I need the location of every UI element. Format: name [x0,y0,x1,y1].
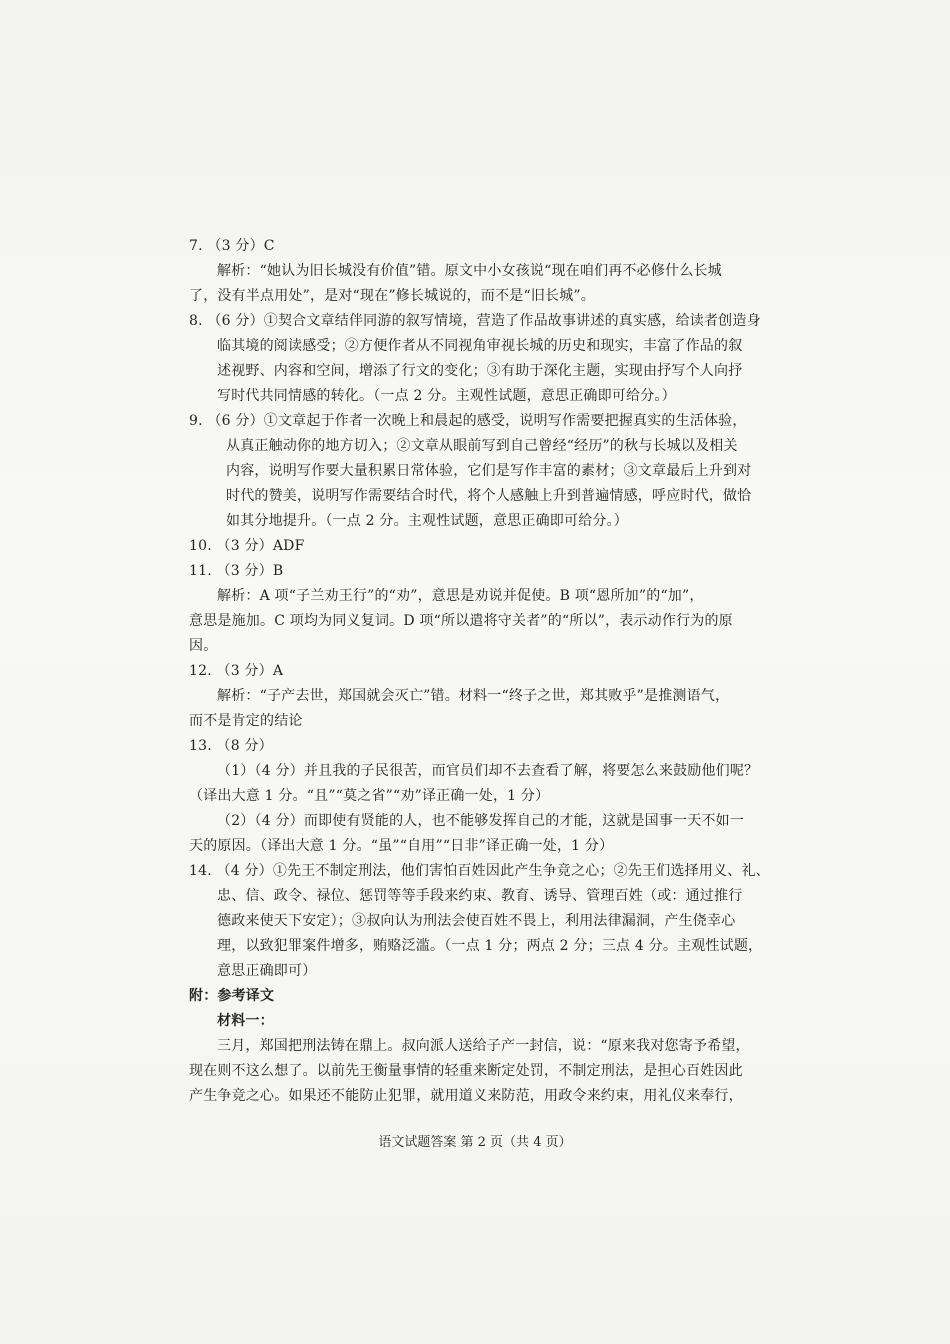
answer-8-line-1: 8. （6 分）①契合文章结伴同游的叙写情境，营造了作品故事讲述的真实感，给读者创造身 [189,313,761,329]
answer-11-analysis-line-3: 因。 [189,638,218,654]
answer-7-analysis-line-2: 了，没有半点用处”，是对“现在”修长城说的，而不是“旧长城”。 [189,288,595,304]
answer-13-header: 13. （8 分） [189,738,273,754]
answer-9-line-3: 内容，说明写作要大量积累日常体验，它们是写作丰富的素材；③文章最后上升到对 [226,463,752,479]
answer-13-part1-line-1: （1）（4 分）并且我的子民很苦，而官员们却不去查看了解，将要怎么来鼓励他们呢？ [217,763,759,779]
answer-11-header: 11. （3 分）B [189,563,284,579]
answer-12-analysis-line-1: 解析：“子产去世，郑国就会灭亡”错。材料一“终子之世，郑其败乎”是推测语气， [217,688,730,704]
translation-line-3: 产生争竞之心。如果还不能防止犯罪，就用道义来防范，用政令来约束，用礼仪来奉行， [189,1088,743,1104]
answer-14-line-4: 理，以致犯罪案件增多，贿赂泛滥。（一点 1 分；两点 2 分；三点 4 分。主观性试题， [217,938,763,954]
appendix-heading: 附：参考译文 [189,988,275,1004]
page-footer: 语文试题答案 第 2 页（共 4 页） [378,1135,572,1150]
answer-8-line-2: 临其境的阅读感受；②方便作者从不同视角审视长城的历史和现实，丰富了作品的叙 [217,338,743,354]
answer-14-line-3: 德政来使天下安定）；③叔向认为刑法会使百姓不畏上，利用法律漏洞，产生侥幸心 [217,913,736,929]
answer-14-line-1: 14. （4 分）①先王不制定刑法，他们害怕百姓因此产生争竞之心；②先王们选择用义、礼、 [189,863,770,879]
answer-8-line-3: 述视野、内容和空间，增添了行文的变化；③有助于深化主题，实现由抒写个人向抒 [217,363,743,379]
answer-13-part2-line-1: （2）（4 分）而即使有贤能的人，也不能够发挥自己的才能，这就是国事一天不如一 [217,813,745,829]
answer-7-analysis-line-1: 解析：“她认为旧长城没有价值”错。原文中小女孩说“现在咱们再不必修什么长城 [217,263,722,279]
answer-9-line-4: 时代的赞美，说明写作需要结合时代，将个人感触上升到普遍情感，呼应时代，做恰 [226,488,752,504]
material-one-heading: 材料一： [217,1013,274,1029]
answer-11-analysis-line-1: 解析：A 项“子兰劝王行”的“劝”，意思是劝说并促使。B 项“恩所加”的“加”， [217,588,704,604]
translation-line-2: 现在则不这么想了。以前先王衡量事情的轻重来断定处罚，不制定刑法，是担心百姓因此 [189,1063,743,1079]
answer-8-line-4: 写时代共同情感的转化。（一点 2 分。主观性试题，意思正确即可给分。） [217,388,676,404]
translation-line-1: 三月，郑国把刑法铸在鼎上。叔向派人送给子产一封信，说：“原来我对您寄予希望， [217,1038,750,1054]
answer-13-part2-line-2: 天的原因。（译出大意 1 分。“虽”“自用”“日非”译正确一处，1 分） [189,838,614,854]
answer-7-header: 7. （3 分）C [189,238,275,254]
answer-13-part1-line-2: （译出大意 1 分。“且”“莫之省”“劝”译正确一处，1 分） [189,788,550,804]
answer-14-line-5: 意思正确即可） [217,963,317,979]
answer-12-analysis-line-2: 而不是肯定的结论 [189,713,303,729]
answer-12-header: 12. （3 分）A [189,663,284,679]
answer-14-line-2: 忠、信、政令、禄位、惩罚等等手段来约束、教育、诱导、管理百姓（或：通过推行 [217,888,743,904]
answer-9-line-5: 如其分地提升。（一点 2 分。主观性试题，意思正确即可给分。） [226,513,629,529]
answer-10-header: 10. （3 分）ADF [189,538,305,554]
answer-9-line-1: 9. （6 分）①文章起于作者一次晚上和晨起的感受，说明写作需要把握真实的生活体验， [189,413,747,429]
answer-11-analysis-line-2: 意思是施加。C 项均为同义复词。D 项“所以遣将守关者”的“所以”，表示动作行为的原 [189,613,733,629]
answer-9-line-2: 从真正触动你的地方切入；②文章从眼前写到自己曾经“经历”的秋与长城以及相关 [226,438,738,454]
